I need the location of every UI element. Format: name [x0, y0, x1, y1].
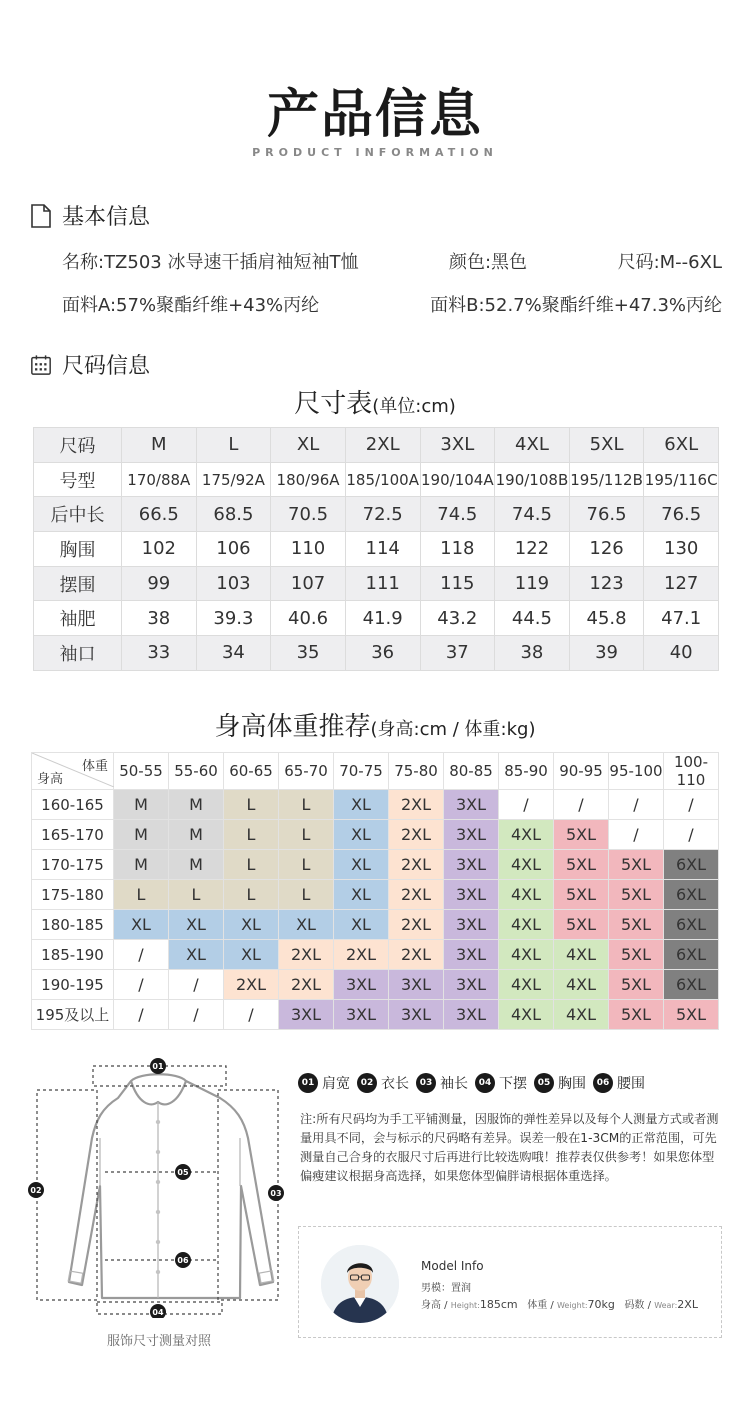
svg-text:02: 02 [30, 1186, 42, 1195]
recommend-cell: 4XL [499, 910, 554, 940]
recommend-cell: 5XL [609, 970, 664, 1000]
recommend-cell: 5XL [554, 880, 609, 910]
size-cell: 114 [345, 532, 420, 567]
recommend-cell: 2XL [389, 850, 444, 880]
recommend-table [31, 752, 719, 1030]
size-table-unit: (单位:cm) [372, 396, 456, 417]
size-cell: 2XL [345, 428, 420, 463]
size-cell: 5XL [569, 428, 644, 463]
recommend-cell: / [114, 940, 169, 970]
recommend-cell: XL [334, 850, 389, 880]
height-range-header: 170-175 [32, 850, 114, 880]
recommend-cell: / [664, 820, 719, 850]
recommend-cell: 6XL [664, 910, 719, 940]
product-color: 颜色:黑色 [448, 252, 528, 273]
recommend-cell: 6XL [664, 850, 719, 880]
size-cell: 6XL [644, 428, 719, 463]
size-cell: 106 [196, 532, 271, 567]
legend-item: 01 肩宽 [298, 1073, 350, 1093]
size-cell: 107 [271, 566, 346, 601]
recommend-cell: 5XL [664, 1000, 719, 1030]
size-cell: M [122, 428, 197, 463]
recommend-cell: 2XL [389, 880, 444, 910]
size-cell: 118 [420, 532, 495, 567]
recommend-cell: / [114, 970, 169, 1000]
recommend-cell: 5XL [609, 850, 664, 880]
recommend-cell: L [279, 790, 334, 820]
size-cell: 68.5 [196, 497, 271, 532]
legend-item: 05 胸围 [534, 1073, 586, 1093]
corner-weight-label: 体重 [81, 759, 108, 774]
recommend-cell: XL [224, 940, 279, 970]
recommend-cell: 2XL [389, 790, 444, 820]
recommend-cell: XL [334, 790, 389, 820]
recommend-cell: 3XL [444, 940, 499, 970]
recommend-cell: L [169, 880, 224, 910]
size-cell: 170/88A [122, 462, 197, 497]
recommend-header-row [32, 753, 719, 790]
size-info-title: 尺码信息 [62, 354, 151, 379]
size-cell: 74.5 [495, 497, 570, 532]
recommend-cell: 5XL [609, 910, 664, 940]
size-cell: 195/112B [569, 462, 644, 497]
calendar-icon [30, 353, 52, 377]
size-cell: 72.5 [345, 497, 420, 532]
recommend-cell: 5XL [554, 820, 609, 850]
size-cell: 115 [420, 566, 495, 601]
recommend-cell: 6XL [664, 970, 719, 1000]
recommend-row [32, 940, 719, 970]
recommend-cell: L [114, 880, 169, 910]
size-cell: XL [271, 428, 346, 463]
weight-range-header: 85-90 [499, 753, 554, 790]
basic-info-heading [30, 200, 150, 231]
size-table-row [34, 601, 719, 636]
size-cell: 103 [196, 566, 271, 601]
size-info-heading [30, 349, 150, 380]
size-cell: 180/96A [271, 462, 346, 497]
weight-range-header: 65-70 [279, 753, 334, 790]
recommend-row [32, 880, 719, 910]
recommend-cell: M [169, 820, 224, 850]
size-cell: 190/108B [495, 462, 570, 497]
document-icon [30, 204, 52, 228]
model-info-title: Model Info [421, 1259, 484, 1273]
height-range-header: 190-195 [32, 970, 114, 1000]
recommend-cell: 3XL [444, 1000, 499, 1030]
size-row-header: 摆围 [34, 566, 122, 601]
recommend-cell: XL [279, 910, 334, 940]
product-name: 名称:TZ503 冰导速干插肩袖短袖T恤 [62, 252, 359, 273]
size-cell: 190/104A [420, 462, 495, 497]
size-cell: 119 [495, 566, 570, 601]
recommend-cell: L [279, 880, 334, 910]
height-range-header: 175-180 [32, 880, 114, 910]
recommend-row [32, 910, 719, 940]
size-cell: 40.6 [271, 601, 346, 636]
size-row-header: 尺码 [34, 428, 122, 463]
size-cell: 38 [122, 601, 197, 636]
weight-range-header: 90-95 [554, 753, 609, 790]
size-row-header: 袖口 [34, 636, 122, 671]
page-title: 产品信息 [266, 85, 483, 145]
recommend-cell: 4XL [499, 1000, 554, 1030]
recommend-cell: 3XL [334, 970, 389, 1000]
weight-range-header: 55-60 [169, 753, 224, 790]
recommend-row [32, 1000, 719, 1030]
height-range-header: 160-165 [32, 790, 114, 820]
size-table [33, 427, 719, 671]
model-avatar [321, 1245, 399, 1323]
basic-info-row-1 [62, 248, 722, 274]
size-cell: 33 [122, 636, 197, 671]
fabric-a: 面料A:57%聚酯纤维+43%丙纶 [62, 295, 320, 316]
recommend-cell: 3XL [334, 1000, 389, 1030]
size-cell: 39 [569, 636, 644, 671]
svg-text:05: 05 [177, 1168, 189, 1177]
size-cell: 66.5 [122, 497, 197, 532]
size-cell: 76.5 [569, 497, 644, 532]
recommend-cell: 2XL [334, 940, 389, 970]
size-cell: 45.8 [569, 601, 644, 636]
product-size-range: 尺码:M--6XL [617, 252, 722, 273]
recommend-cell: 2XL [389, 910, 444, 940]
size-cell: 40 [644, 636, 719, 671]
recommend-cell: L [224, 850, 279, 880]
model-name: 男模：置润 [421, 1283, 471, 1294]
recommend-cell: / [169, 1000, 224, 1030]
recommend-cell: 3XL [444, 790, 499, 820]
size-cell: 99 [122, 566, 197, 601]
size-cell: 175/92A [196, 462, 271, 497]
weight-range-header: 70-75 [334, 753, 389, 790]
size-cell: 43.2 [420, 601, 495, 636]
recommend-cell: 6XL [664, 880, 719, 910]
recommend-cell: 5XL [609, 880, 664, 910]
shirt-measure-diagram [28, 1058, 290, 1318]
weight-range-header: 75-80 [389, 753, 444, 790]
recommend-cell: 4XL [499, 940, 554, 970]
page-subtitle: PRODUCT INFORMATION [252, 146, 498, 159]
recommend-cell: XL [169, 910, 224, 940]
size-cell: 35 [271, 636, 346, 671]
measurement-note: 注:所有尺码均为手工平铺测量，因服饰的弹性差异以及每个人测量方式或者测量用具不同，会与标示的尺码略有差异。误差一般在1-3CM的正常范围，可先测量自己合身的衣服尺寸后再进行比较选购哦！推荐表仅供参考！如果您体型偏瘦建议根据身高选择，如果您体型偏胖请根据体重选择。 [300, 1112, 719, 1183]
recommend-cell: 3XL [444, 820, 499, 850]
recommend-cell: L [279, 820, 334, 850]
size-cell: 38 [495, 636, 570, 671]
recommend-cell: / [499, 790, 554, 820]
recommend-row [32, 820, 719, 850]
recommend-corner [32, 753, 114, 790]
size-cell: 111 [345, 566, 420, 601]
recommend-cell: 3XL [444, 970, 499, 1000]
height-range-header: 195及以上 [32, 1000, 114, 1030]
size-cell: 41.9 [345, 601, 420, 636]
recommend-unit: (身高:cm / 体重:kg) [370, 719, 536, 740]
size-cell: 47.1 [644, 601, 719, 636]
recommend-cell: / [664, 790, 719, 820]
weight-range-header: 60-65 [224, 753, 279, 790]
size-table-title: 尺寸表(单位:cm) [294, 389, 456, 419]
recommend-cell: / [169, 970, 224, 1000]
weight-range-header: 50-55 [114, 753, 169, 790]
recommend-cell: 3XL [389, 1000, 444, 1030]
size-row-header: 袖肥 [34, 601, 122, 636]
recommend-cell: 6XL [664, 940, 719, 970]
recommend-cell: / [554, 790, 609, 820]
size-cell: L [196, 428, 271, 463]
recommend-cell: 4XL [499, 850, 554, 880]
size-cell: 44.5 [495, 601, 570, 636]
height-range-header: 180-185 [32, 910, 114, 940]
size-cell: 110 [271, 532, 346, 567]
measure-legend [298, 1073, 728, 1093]
recommend-cell: M [114, 790, 169, 820]
svg-text:06: 06 [177, 1256, 189, 1265]
fabric-b: 面料B:52.7%聚酯纤维+47.3%丙纶 [430, 295, 722, 316]
size-cell: 130 [644, 532, 719, 567]
recommend-cell: 3XL [444, 910, 499, 940]
legend-item: 04 下摆 [475, 1073, 527, 1093]
size-cell: 39.3 [196, 601, 271, 636]
svg-text:03: 03 [270, 1189, 282, 1198]
recommend-cell: XL [169, 940, 224, 970]
recommend-cell: 2XL [279, 940, 334, 970]
recommend-cell: 3XL [389, 970, 444, 1000]
size-cell: 70.5 [271, 497, 346, 532]
recommend-cell: 4XL [499, 970, 554, 1000]
recommend-cell: XL [334, 910, 389, 940]
recommend-cell: XL [334, 880, 389, 910]
recommend-cell: 3XL [279, 1000, 334, 1030]
size-row-header: 后中长 [34, 497, 122, 532]
size-cell: 4XL [495, 428, 570, 463]
recommend-cell: L [279, 850, 334, 880]
size-table-row [34, 566, 719, 601]
size-cell: 185/100A [345, 462, 420, 497]
recommend-cell: XL [334, 820, 389, 850]
legend-item: 03 袖长 [416, 1073, 468, 1093]
recommend-cell: M [169, 790, 224, 820]
size-cell: 123 [569, 566, 644, 601]
weight-range-header: 80-85 [444, 753, 499, 790]
size-cell: 127 [644, 566, 719, 601]
height-range-header: 165-170 [32, 820, 114, 850]
recommend-cell: 3XL [444, 880, 499, 910]
size-cell: 102 [122, 532, 197, 567]
size-cell: 195/116C [644, 462, 719, 497]
recommend-title: 身高体重推荐(身高:cm / 体重:kg) [214, 712, 536, 742]
size-row-header: 胸围 [34, 532, 122, 567]
recommend-cell: 4XL [499, 880, 554, 910]
size-cell: 76.5 [644, 497, 719, 532]
recommend-cell: XL [224, 910, 279, 940]
recommend-cell: 2XL [279, 970, 334, 1000]
recommend-cell: XL [114, 910, 169, 940]
basic-info-title: 基本信息 [62, 205, 151, 230]
size-cell: 37 [420, 636, 495, 671]
size-cell: 74.5 [420, 497, 495, 532]
size-table-row [34, 532, 719, 567]
size-cell: 122 [495, 532, 570, 567]
model-stats: 身高 / Height:185cm 体重 / Weight:70kg 码数 / Wear:2XL [421, 1298, 698, 1311]
person-icon [321, 1245, 399, 1323]
svg-text:04: 04 [152, 1308, 164, 1317]
size-table-row [34, 428, 719, 463]
recommend-cell: M [114, 820, 169, 850]
recommend-cell: / [114, 1000, 169, 1030]
height-range-header: 185-190 [32, 940, 114, 970]
size-table-row [34, 636, 719, 671]
recommend-cell: 5XL [609, 940, 664, 970]
weight-range-header: 100-110 [664, 753, 719, 790]
recommend-cell: 5XL [609, 1000, 664, 1030]
recommend-cell: / [609, 820, 664, 850]
corner-height-label: 身高 [37, 772, 64, 787]
recommend-cell: L [224, 790, 279, 820]
recommend-cell: 4XL [554, 1000, 609, 1030]
size-cell: 3XL [420, 428, 495, 463]
recommend-cell: 4XL [499, 820, 554, 850]
size-row-header: 号型 [34, 462, 122, 497]
recommend-cell: 2XL [224, 970, 279, 1000]
model-info-card [298, 1226, 722, 1338]
size-table-row [34, 497, 719, 532]
size-table-row [34, 462, 719, 497]
recommend-cell: / [609, 790, 664, 820]
recommend-cell: 4XL [554, 940, 609, 970]
recommend-cell: 2XL [389, 940, 444, 970]
recommend-cell: 5XL [554, 850, 609, 880]
recommend-cell: 5XL [554, 910, 609, 940]
recommend-cell: 2XL [389, 820, 444, 850]
recommend-cell: M [169, 850, 224, 880]
recommend-cell: M [114, 850, 169, 880]
legend-item: 06 腰围 [593, 1073, 645, 1093]
basic-info-row-2 [62, 291, 722, 317]
legend-item: 02 衣长 [357, 1073, 409, 1093]
recommend-cell: 3XL [444, 850, 499, 880]
recommend-cell: / [224, 1000, 279, 1030]
diagram-caption: 服饰尺寸测量对照 [106, 1334, 211, 1349]
svg-text:01: 01 [152, 1062, 164, 1071]
recommend-cell: 4XL [554, 970, 609, 1000]
recommend-cell: L [224, 880, 279, 910]
recommend-cell: L [224, 820, 279, 850]
recommend-row [32, 850, 719, 880]
weight-range-header: 95-100 [609, 753, 664, 790]
recommend-row [32, 970, 719, 1000]
size-cell: 126 [569, 532, 644, 567]
recommend-row [32, 790, 719, 820]
size-cell: 36 [345, 636, 420, 671]
size-cell: 34 [196, 636, 271, 671]
